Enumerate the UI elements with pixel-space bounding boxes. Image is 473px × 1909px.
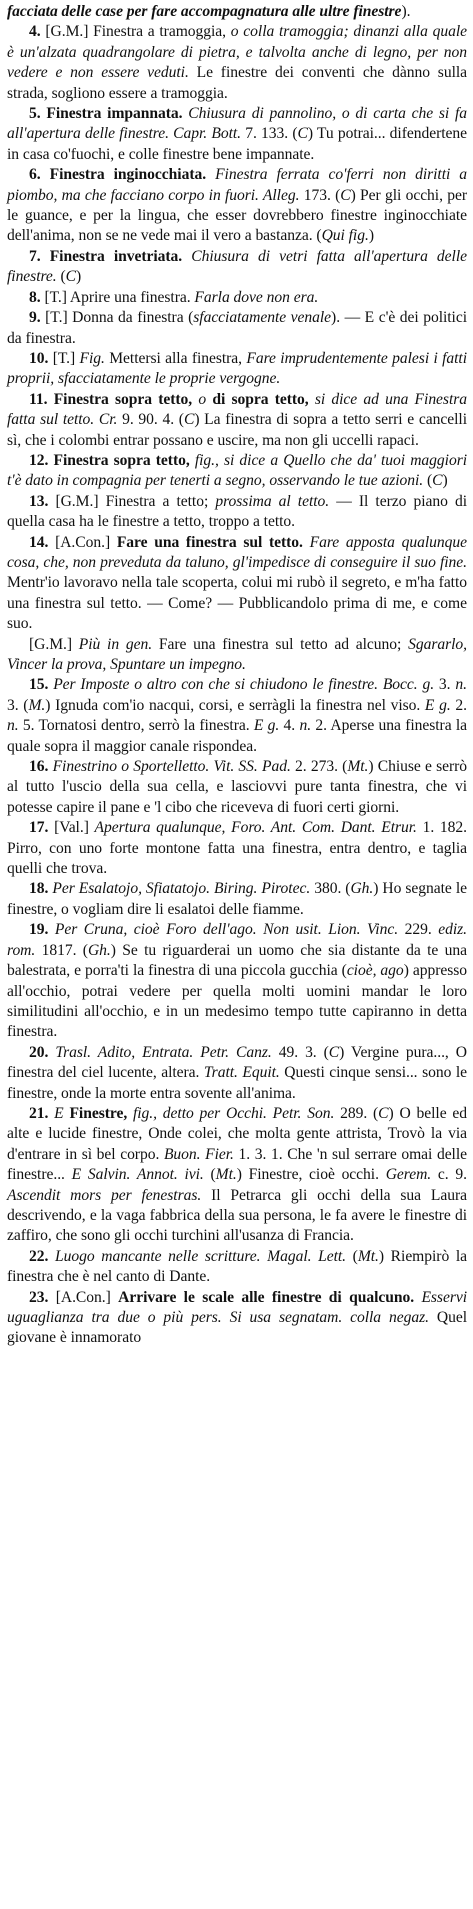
- entry-text-run: C: [183, 411, 195, 429]
- entry-text-run: ) O belle ed alte e lucide finestre, Onde colei, che molta gente attrista, Trovò la via d'entrare in sì bel corpo.: [7, 1104, 467, 1163]
- entry-text-run: Apertura qualunque, Foro. Ant. Com. Dant. Etrur.: [94, 819, 417, 837]
- dictionary-entry: [7, 675, 467, 757]
- entry-text-run: 2. Aperse una finestra la quale sopra il maggior canale rispondea.: [7, 717, 468, 755]
- entry-text-run: si dice ad una Finestra fatta sul tetto. Cr.: [7, 390, 467, 429]
- entry-text-run: Il Petrarca gli occhi della sua Laura descrivendo, e la vaga fabbrica della sua persona, le fa avere le finestre di zaffiro, che sono gli occhi turchini all'usanza di Francia.: [7, 1186, 468, 1245]
- dictionary-entry: [7, 1288, 467, 1349]
- entry-text-run: 11. Finestra sopra tetto,: [29, 390, 199, 408]
- entry-text-run: Arrivare le scale alle finestre di qualcuno.: [118, 1288, 422, 1306]
- entry-text-run: 18.: [29, 880, 53, 898]
- entry-text-run: c. 9.: [431, 1166, 467, 1184]
- entry-text-run: [G.M.]: [29, 635, 79, 653]
- dictionary-entry: [7, 390, 467, 451]
- entry-text-run: Ascendit mors per fenestras.: [7, 1186, 202, 1204]
- entry-text-run: 7. Finestra invetriata.: [29, 247, 192, 265]
- entry-text-run: E Salvin. Annot. ivi.: [71, 1166, 204, 1184]
- entry-text-run: Sgararlo, Vincer la prova, Spuntare un impegno.: [7, 635, 467, 673]
- entry-text-run: Quel giovane è innamorato: [7, 1309, 467, 1347]
- entry-text-run: 14.: [29, 533, 56, 551]
- entry-text-run: sfacciatamente venale: [193, 309, 332, 327]
- entry-text-run: Per Cruna, cioè Foro dell'ago. Non usit. Lion. Vinc.: [54, 921, 399, 939]
- entry-text-run: cioè, ago: [346, 962, 404, 980]
- entry-text-run: E g.: [424, 696, 451, 714]
- entry-text-run: n.: [455, 676, 467, 694]
- entry-text-run: 10.: [29, 349, 53, 367]
- entry-text-run: 1. 3. 1. Che 'n sul serrare omai delle finestre...: [7, 1145, 467, 1184]
- entry-text-run: Fare imprudentemente palesi i fatti proprii, sfacciatamente le proprie vergogne.: [7, 349, 467, 388]
- entry-text-run: Gerem.: [385, 1166, 432, 1184]
- dictionary-entry: [7, 635, 467, 676]
- entry-text-run: C: [340, 186, 351, 204]
- entry-text-run: Gh.: [87, 941, 111, 959]
- entry-text-run: [T.] Aprire una finestra.: [44, 288, 195, 306]
- entry-text-run: Luogo mancante nelle scritture. Magal. Lett.: [55, 1247, 347, 1265]
- dictionary-entry: [7, 247, 467, 288]
- dictionary-entry: [7, 879, 467, 920]
- entry-text-run: M.: [28, 696, 46, 714]
- entry-text-run: [G.M.] Finestra a tetto;: [55, 492, 216, 510]
- entry-text-run: Questi cinque sensi... sono le finestre, onde la morte entra sovente all'anima.: [7, 1064, 468, 1102]
- entry-text-run: E g.: [253, 717, 280, 735]
- entry-text-run: 49. 3. (: [271, 1043, 329, 1061]
- dictionary-entry: [7, 165, 467, 247]
- entry-text-run: 9. 90. 4. (: [117, 411, 184, 429]
- entry-text-run: Finestrino o Sportelletto. Vit. SS. Pad.: [52, 758, 291, 776]
- entry-text-run: Per Imposte o altro con che si chiudono le finestre. Bocc. g.: [53, 676, 435, 694]
- entry-text-run: ).: [401, 3, 411, 20]
- entry-text-run: ediz. rom.: [7, 921, 467, 959]
- entry-text-run: Gh.: [350, 880, 374, 898]
- entry-text-run: 5. Tornatosi dentro, serrò la finestra.: [18, 717, 254, 735]
- dictionary-entry: [7, 2, 467, 22]
- entry-text-run: ) Chiuse e serrò al tutto l'uscio della sua cella, e lasciovvi pure tanta finestra, che vi potesse capire il pane e 'l cibo che riceveva di fuori certi giorni.: [7, 758, 468, 816]
- entry-text-run: Trasl. Adito, Entrata. Petr. Canz.: [55, 1043, 272, 1061]
- entry-text-run: 16.: [29, 758, 53, 776]
- entry-text-run: 17.: [29, 819, 55, 837]
- entry-text-run: 2.: [450, 696, 468, 714]
- entry-text-run: Fare una finestra sul tetto.: [116, 533, 310, 551]
- entry-text-run: 9.: [29, 309, 46, 327]
- entry-text-run: ) Tu potrai... difendertene in casa co'fuochi, e colle finestre bene impannate.: [7, 125, 467, 163]
- entry-text-run: 8.: [29, 288, 45, 306]
- entry-text-run: Qui fig.: [321, 227, 369, 245]
- entry-text-run: 23.: [29, 1288, 56, 1306]
- entry-text-run: (: [423, 472, 433, 490]
- dictionary-entry: [7, 22, 467, 104]
- entry-text-run: C: [65, 268, 77, 286]
- dictionary-entry: [7, 1104, 467, 1247]
- entry-text-run: 4.: [29, 23, 46, 41]
- entry-text-run: Esservi uguaglianza tra due o più pers. Si usa segnatam. colla negaz.: [7, 1288, 467, 1326]
- entry-text-run: 21.: [29, 1104, 55, 1122]
- entry-text-run: 1. 182. Pirro, con uno forte montone fatta una finestra, entra dentro, e taglia quelli che trova.: [7, 819, 468, 878]
- entry-text-run: Più in gen.: [78, 635, 153, 653]
- entry-text-run: ) Ho segnate le finestre, o vogliam dire li esalatoi delle fiamme.: [7, 880, 467, 918]
- entry-text-run: n.: [7, 717, 19, 735]
- entry-text-run: o: [198, 390, 207, 408]
- dictionary-entry: [7, 1043, 467, 1104]
- entry-text-run: 15.: [29, 676, 54, 694]
- entry-text-run: 1817. (: [35, 941, 88, 959]
- entry-text-run: n.: [299, 717, 312, 735]
- entry-text-run: [G.M.] Finestra a tramoggia,: [45, 23, 231, 41]
- entry-text-run: 5. Finestra impannata.: [29, 105, 189, 123]
- entry-text-run: 6. Finestra inginocchiata.: [29, 166, 216, 184]
- entry-text-run: di sopra tetto,: [206, 390, 315, 408]
- entry-text-run: o colla tramoggia; dinanzi alla quale è un'alzata quadrangolare di pietra, e talvolta anche di legno, per non vedere e non essere veduti.: [7, 23, 467, 82]
- entry-text-run: (: [346, 1247, 358, 1265]
- entry-text-run: [T.]: [52, 349, 80, 367]
- entry-text-run: Fig.: [79, 349, 105, 367]
- dictionary-entry: [7, 104, 467, 165]
- entry-text-run: 7. 133. (: [240, 125, 298, 143]
- entry-text-run: Mettersi alla finestra,: [104, 349, 247, 367]
- dictionary-entry: [7, 492, 467, 533]
- entry-text-run: C: [378, 1104, 389, 1122]
- entry-text-run: Chiusura di vetri fatta all'apertura delle finestre.: [7, 247, 467, 286]
- entry-text-run: ) Per gli occhi, per le guance, e per la lingua, che esser dovrebbero finestre inginocchiate dell'anima, non se ne vede mai il vero a bastanza. (: [7, 186, 467, 245]
- entry-text-run: ). — E c'è dei politici da finestra.: [7, 309, 467, 347]
- entry-text-run: Farla dove non era.: [194, 288, 319, 306]
- entry-text-run: Mt.: [357, 1247, 379, 1265]
- entry-text-run: ) Finestre, cioè occhi.: [236, 1166, 386, 1184]
- entry-text-run: 19.: [29, 921, 55, 939]
- entry-text-run: facciata delle case per fare accompagnatura alle ultre finestre: [7, 3, 402, 20]
- entry-text-run: 2. 273. (: [290, 758, 348, 776]
- entry-text-run: Finestre,: [63, 1104, 133, 1122]
- entry-text-run: 4.: [279, 717, 300, 735]
- entry-text-run: fig., si dice a Quello che da' tuoi maggiori t'è dato in compagnia per tenerti a segno, osservando le tue azioni.: [7, 451, 467, 490]
- entry-text-run: ): [76, 268, 82, 286]
- entry-text-run: 20.: [29, 1043, 56, 1061]
- entry-text-run: Mt.: [347, 758, 369, 776]
- entry-text-run: 229.: [398, 921, 439, 939]
- entry-text-run: Fare una finestra sul tetto ad alcuno;: [152, 635, 409, 653]
- entry-text-run: Fare apposta qualunque cosa, che, non preveduta da taluno, gl'impedisce di conseguire il suo fine.: [7, 533, 467, 571]
- dictionary-entry: [7, 533, 467, 635]
- entry-text-run: Chiusura di pannolino, o di carta che si fa all'apertura delle finestre. Capr. Bott.: [7, 105, 467, 143]
- entry-text-run: ) Ignuda com'io nacqui, corsi, e serràgli la finestra nel viso.: [45, 696, 425, 714]
- dictionary-entry: [7, 757, 467, 818]
- dictionary-entry: [7, 349, 467, 390]
- entry-text-run: prossima al tetto.: [215, 492, 330, 510]
- entry-text-run: [A.Con.]: [55, 533, 117, 551]
- entry-text-run: 380. (: [310, 880, 351, 898]
- entry-text-run: ) La finestra di sopra a tetto serri e cancelli sì, che i colombi entrar possano e uscire, ma non gli uccelli rapaci.: [7, 411, 467, 449]
- entry-text-run: Buon. Fier.: [163, 1145, 234, 1163]
- entry-text-run: ) Vergine pura..., O finestra del ciel lucente, altera.: [7, 1043, 467, 1082]
- entry-text-run: [A.Con.]: [55, 1288, 119, 1306]
- entry-text-run: C: [297, 125, 308, 143]
- entry-text-run: ) Riempirò la finestra che è nel canto di Dante.: [7, 1247, 467, 1286]
- entry-text-run: Mt.: [215, 1166, 237, 1184]
- entry-text-run: Mentr'io lavoravo nella tale scoperta, colui mi rubò il segreto, e m'ha fatto una finestra sul tetto. — Come? — Pubblicandolo prima di me, e come suo.: [7, 574, 467, 633]
- dictionary-entry: [7, 920, 467, 1042]
- entry-text-run: C: [432, 472, 443, 490]
- entry-text-run: 22.: [29, 1247, 55, 1265]
- entry-text-run: Tratt. Equit.: [203, 1064, 280, 1082]
- entry-text-run: Finestra ferrata co'ferri non diritti a piombo, ma che facciano corpo in fuori. Alleg.: [7, 166, 467, 204]
- entry-text-run: [Val.]: [54, 819, 95, 837]
- entry-text-run: 13.: [29, 492, 56, 510]
- entry-text-run: E: [54, 1104, 64, 1122]
- entry-text-run: — Il terzo piano di quella casa ha le finestre a tetto, troppo a tetto.: [7, 492, 467, 531]
- dictionary-entry: [7, 818, 467, 879]
- entry-text-run: Per Esalatojo, Sfiatatojo. Biring. Pirotec.: [52, 880, 311, 898]
- entry-text-run: (: [203, 1166, 216, 1184]
- entry-text-run: (: [56, 268, 66, 286]
- entry-text-run: [T.] Donna da finestra (: [45, 309, 194, 327]
- dictionary-entry: [7, 288, 467, 308]
- entry-text-run: ): [368, 227, 374, 245]
- entry-text-run: ): [442, 472, 448, 490]
- dictionary-entry: [7, 451, 467, 492]
- entry-text-run: 3. (: [7, 696, 29, 714]
- entry-text-run: ) appresso all'occhio, potrai vedere per quella molti uomini mandar le loro similitudini all'occhio, e in un medesimo tempo tutte capiranno in detta finestra.: [7, 962, 467, 1041]
- dictionary-entry: [7, 308, 467, 349]
- entry-text-run: 173. (: [299, 186, 341, 204]
- entry-text-run: 12. Finestra sopra tetto,: [29, 451, 195, 469]
- entry-text-run: 3.: [434, 676, 456, 694]
- entry-text-run: fig., detto per Occhi. Petr. Son.: [132, 1104, 335, 1122]
- entry-text-run: Le finestre dei conventi che dànno sulla strada, sogliono essere a tramoggia.: [7, 64, 468, 102]
- dictionary-entry: [7, 1247, 467, 1288]
- entry-text-run: 289. (: [334, 1104, 379, 1122]
- entry-text-run: ) Se tu riguarderai un uomo che sia distante da te una balestrata, e porra'ti la finestra di una piccola gucchia (: [7, 941, 468, 980]
- entry-text-run: C: [328, 1043, 340, 1061]
